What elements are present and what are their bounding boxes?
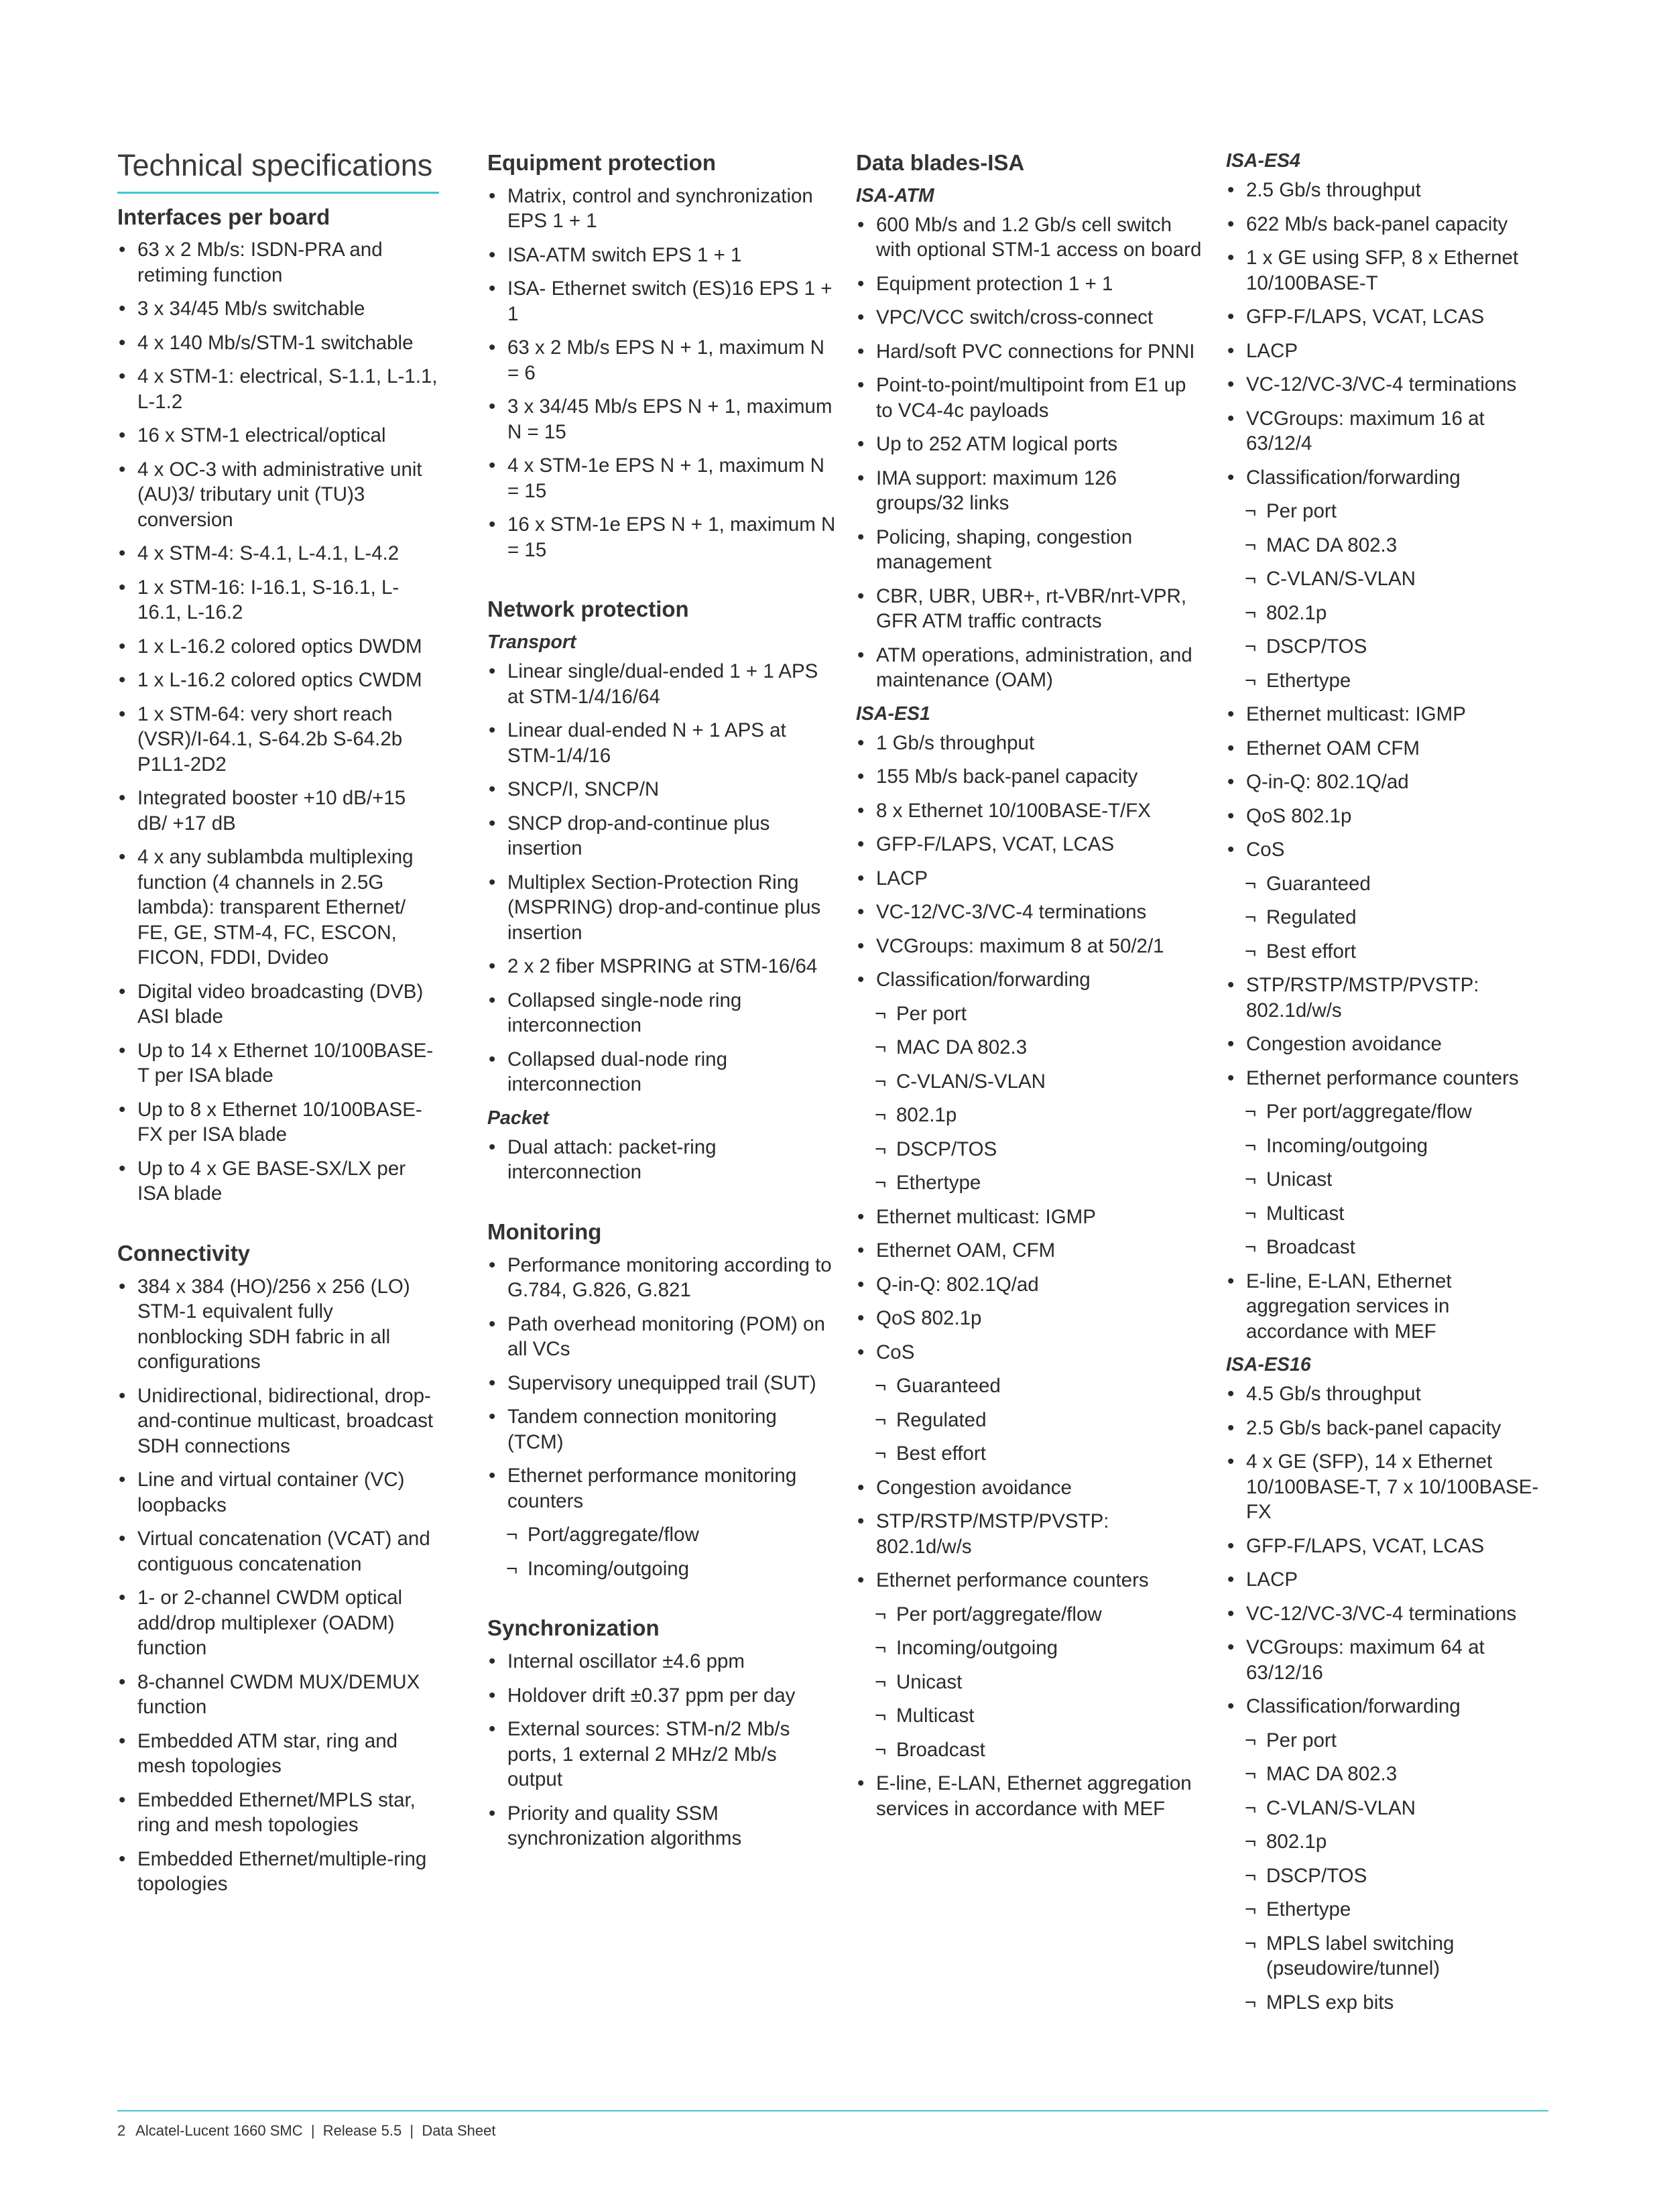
list-item: • Integrated booster +10 dB/+15 dB/ +17 dB	[117, 786, 439, 836]
sub-list-item: ¬ Broadcast	[1226, 1235, 1548, 1260]
list-item: • E-line, E-LAN, Ethernet aggregation services in accordance with MEF	[856, 1771, 1205, 1821]
synchronization-list	[487, 1649, 836, 1851]
list-item: • 1 Gb/s throughput	[856, 731, 1205, 756]
sub-list-item: ¬ Unicast	[1226, 1167, 1548, 1192]
list-item: • 622 Mb/s back-panel capacity	[1226, 212, 1548, 237]
list-item: • VCGroups: maximum 16 at 63/12/4	[1226, 406, 1548, 456]
sub-list-item: ¬ Incoming/outgoing	[487, 1556, 836, 1582]
network-protection-heading: Network protection	[487, 597, 689, 622]
list-item: • Point-to-point/multipoint from E1 up to VC4-4c payloads	[856, 373, 1205, 423]
list-item: • Q-in-Q: 802.1Q/ad	[1226, 770, 1548, 795]
list-item: • LACP	[1226, 339, 1548, 364]
list-item: • SNCP/I, SNCP/N	[487, 777, 836, 802]
page-title: Technical specifications	[117, 149, 439, 194]
list-item: • CoS	[1226, 837, 1548, 863]
sub-list-item: ¬ MAC DA 802.3	[1226, 1762, 1548, 1787]
isa-es4-counters-list	[1226, 1099, 1548, 1260]
list-item: • Linear single/dual-ended 1 + 1 APS at STM-1/4/16/64	[487, 659, 836, 709]
sub-list-item: ¬ Best effort	[856, 1441, 1205, 1467]
isa-es1-list-3	[856, 1475, 1205, 1593]
list-item: • Ethernet performance counters	[856, 1568, 1205, 1593]
list-item: • 2 x 2 fiber MSPRING at STM-16/64	[487, 954, 836, 979]
list-item: • GFP-F/LAPS, VCAT, LCAS	[1226, 1534, 1548, 1559]
column-3	[856, 149, 1205, 1830]
sub-list-item: ¬ Multicast	[1226, 1201, 1548, 1227]
list-item: • 1- or 2-channel CWDM optical add/drop multiplexer (OADM) function	[117, 1585, 439, 1661]
isa-es1-classification-list	[856, 1001, 1205, 1196]
list-item: • Embedded Ethernet/MPLS star, ring and mesh topologies	[117, 1788, 439, 1838]
sub-list-item: ¬ MPLS exp bits	[1226, 1990, 1548, 2016]
list-item: • VCGroups: maximum 8 at 50/2/1	[856, 934, 1205, 959]
list-item: • VC-12/VC-3/VC-4 terminations	[1226, 1601, 1548, 1627]
isa-es4-classification-list	[1226, 499, 1548, 693]
isa-es1-last-list	[856, 1771, 1205, 1821]
list-item: • Performance monitoring according to G.784, G.826, G.821	[487, 1253, 836, 1303]
list-item: • Matrix, control and synchronization EPS 1 + 1	[487, 184, 836, 234]
column-4	[1226, 149, 1548, 2024]
list-item: • 4 x STM-4: S-4.1, L-4.1, L-4.2	[117, 541, 439, 566]
equipment-protection-list	[487, 184, 836, 563]
footer	[117, 2122, 502, 2140]
list-item: • Tandem connection monitoring (TCM)	[487, 1404, 836, 1455]
list-item: • 16 x STM-1e EPS N + 1, maximum N = 15	[487, 512, 836, 562]
list-item: • Supervisory unequipped trail (SUT)	[487, 1371, 836, 1396]
interfaces-list	[117, 237, 439, 1207]
list-item: • Policing, shaping, congestion management	[856, 525, 1205, 575]
sub-list-item: ¬ Ethertype	[856, 1170, 1205, 1196]
list-item: • 1 x STM-64: very short reach (VSR)/I-64.1, S-64.2b S-64.2b P1L1-2D2	[117, 702, 439, 778]
list-item: • Internal oscillator ±4.6 ppm	[487, 1649, 836, 1674]
list-item: • VCGroups: maximum 64 at 63/12/16	[1226, 1635, 1548, 1685]
list-item: • VC-12/VC-3/VC-4 terminations	[1226, 372, 1548, 397]
sub-list-item: ¬ MPLS label switching (pseudowire/tunnel)	[1226, 1931, 1548, 1981]
equipment-protection-heading: Equipment protection	[487, 150, 716, 175]
list-item: • 4.5 Gb/s throughput	[1226, 1381, 1548, 1407]
list-item: • Ethernet multicast: IGMP	[856, 1205, 1205, 1230]
list-item: • GFP-F/LAPS, VCAT, LCAS	[856, 832, 1205, 857]
list-item: • Holdover drift ±0.37 ppm per day	[487, 1683, 836, 1709]
list-item: • GFP-F/LAPS, VCAT, LCAS	[1226, 304, 1548, 330]
monitoring-heading: Monitoring	[487, 1219, 602, 1244]
list-item: • 4 x OC-3 with administrative unit (AU)3/ tributary unit (TU)3 conversion	[117, 457, 439, 533]
list-item: • E-line, E-LAN, Ethernet aggregation services in accordance with MEF	[1226, 1269, 1548, 1345]
list-item: • SNCP drop-and-continue plus insertion	[487, 811, 836, 861]
list-item: • Up to 4 x GE BASE-SX/LX per ISA blade	[117, 1156, 439, 1207]
isa-atm-list	[856, 212, 1205, 693]
interfaces-heading: Interfaces per board	[117, 204, 330, 229]
list-item: • 8 x Ethernet 10/100BASE-T/FX	[856, 798, 1205, 824]
list-item: • 16 x STM-1 electrical/optical	[117, 423, 439, 448]
connectivity-list	[117, 1274, 439, 1897]
list-item: • Ethernet OAM CFM	[1226, 736, 1548, 761]
column-2	[487, 149, 836, 1860]
list-item: • 155 Mb/s back-panel capacity	[856, 764, 1205, 790]
list-item: • Ethernet performance monitoring counters	[487, 1463, 836, 1514]
sub-list-item: ¬ 802.1p	[1226, 601, 1548, 626]
list-item: • Path overhead monitoring (POM) on all VCs	[487, 1312, 836, 1362]
list-item: • ISA-ATM switch EPS 1 + 1	[487, 243, 836, 268]
page-number: 2	[117, 2122, 126, 2139]
synchronization-heading: Synchronization	[487, 1615, 660, 1641]
list-item: • Collapsed dual-node ring interconnection	[487, 1047, 836, 1097]
isa-es1-heading: ISA-ES1	[856, 702, 930, 725]
list-item: • Digital video broadcasting (DVB) ASI blade	[117, 979, 439, 1030]
sub-list-item: ¬ Unicast	[856, 1670, 1205, 1695]
list-item: • Classification/forwarding	[1226, 1694, 1548, 1719]
sub-list-item: ¬ Ethertype	[1226, 1897, 1548, 1922]
list-item: • 1 x STM-16: I-16.1, S-16.1, L-16.1, L-16.2	[117, 575, 439, 625]
footer-text: Alcatel-Lucent 1660 SMC | Release 5.5 | Data Sheet	[135, 2122, 496, 2139]
list-item: • CoS	[856, 1340, 1205, 1365]
sub-list-item: ¬ Guaranteed	[1226, 871, 1548, 897]
sub-list-item: ¬ Per port	[856, 1001, 1205, 1027]
isa-es16-heading: ISA-ES16	[1226, 1354, 1311, 1376]
list-item: • Multiplex Section-Protection Ring (MSPRING) drop-and-continue plus insertion	[487, 870, 836, 946]
list-item: • STP/RSTP/MSTP/PVSTP: 802.1d/w/s	[1226, 973, 1548, 1023]
list-item: • Ethernet performance counters	[1226, 1066, 1548, 1091]
list-item: • CBR, UBR, UBR+, rt-VBR/nrt-VPR, GFR ATM traffic contracts	[856, 584, 1205, 634]
list-item: • Embedded Ethernet/multiple-ring topologies	[117, 1847, 439, 1897]
isa-es1-cos-list	[856, 1373, 1205, 1467]
sub-list-item: ¬ MAC DA 802.3	[1226, 533, 1548, 558]
list-item: • 384 x 384 (HO)/256 x 256 (LO) STM-1 equivalent fully nonblocking SDH fabric in all configurations	[117, 1274, 439, 1375]
sub-list-item: ¬ DSCP/TOS	[1226, 634, 1548, 660]
list-item: • Unidirectional, bidirectional, drop-and-continue multicast, broadcast SDH connections	[117, 1384, 439, 1459]
list-item: • VC-12/VC-3/VC-4 terminations	[856, 900, 1205, 925]
list-item: • Linear dual-ended N + 1 APS at STM-1/4/16	[487, 718, 836, 768]
sub-list-item: ¬ Per port/aggregate/flow	[1226, 1099, 1548, 1125]
isa-es1-list-2	[856, 1205, 1205, 1365]
sub-list-item: ¬ Per port/aggregate/flow	[856, 1602, 1205, 1627]
list-item: • Collapsed single-node ring interconnection	[487, 988, 836, 1038]
list-item: • LACP	[856, 866, 1205, 892]
sub-list-item: ¬ 802.1p	[1226, 1829, 1548, 1855]
list-item: • 2.5 Gb/s back-panel capacity	[1226, 1416, 1548, 1441]
isa-es16-list	[1226, 1381, 1548, 1719]
data-blades-heading: Data blades-ISA	[856, 150, 1025, 175]
isa-atm-heading: ISA-ATM	[856, 184, 934, 206]
list-item: • 4 x STM-1: electrical, S-1.1, L-1.1, L-1.2	[117, 364, 439, 414]
list-item: • Congestion avoidance	[856, 1475, 1205, 1501]
packet-list	[487, 1135, 836, 1185]
footer-divider	[117, 2110, 1548, 2111]
isa-es4-list	[1226, 178, 1548, 490]
list-item: • 4 x 140 Mb/s/STM-1 switchable	[117, 330, 439, 356]
list-item: • Line and virtual container (VC) loopbacks	[117, 1467, 439, 1518]
list-item: • Embedded ATM star, ring and mesh topologies	[117, 1729, 439, 1779]
sub-list-item: ¬ Guaranteed	[856, 1373, 1205, 1399]
list-item: • 2.5 Gb/s throughput	[1226, 178, 1548, 203]
list-item: • Ethernet multicast: IGMP	[1226, 702, 1548, 727]
list-item: • Q-in-Q: 802.1Q/ad	[856, 1272, 1205, 1298]
sub-list-item: ¬ Port/aggregate/flow	[487, 1522, 836, 1548]
sub-list-item: ¬ Incoming/outgoing	[856, 1636, 1205, 1661]
list-item: • 4 x GE (SFP), 14 x Ethernet 10/100BASE-T, 7 x 10/100BASE-FX	[1226, 1449, 1548, 1525]
isa-es4-heading: ISA-ES4	[1226, 150, 1300, 172]
connectivity-heading: Connectivity	[117, 1240, 251, 1266]
list-item: • Equipment protection 1 + 1	[856, 271, 1205, 297]
list-item: • Congestion avoidance	[1226, 1032, 1548, 1057]
column-1	[117, 149, 439, 1906]
sub-list-item: ¬ Per port	[1226, 1728, 1548, 1754]
sub-list-item: ¬ 802.1p	[856, 1103, 1205, 1128]
list-item: • ISA- Ethernet switch (ES)16 EPS 1 + 1	[487, 276, 836, 326]
list-item: • 1 x GE using SFP, 8 x Ethernet 10/100BASE-T	[1226, 245, 1548, 296]
list-item: • 63 x 2 Mb/s: ISDN-PRA and retiming function	[117, 237, 439, 288]
list-item: • 63 x 2 Mb/s EPS N + 1, maximum N = 6	[487, 335, 836, 385]
sub-list-item: ¬ Regulated	[856, 1408, 1205, 1433]
list-item: • LACP	[1226, 1567, 1548, 1593]
isa-es4-list-2	[1226, 702, 1548, 863]
sub-list-item: ¬ C-VLAN/S-VLAN	[856, 1069, 1205, 1095]
list-item: • External sources: STM-n/2 Mb/s ports, 1 external 2 MHz/2 Mb/s output	[487, 1717, 836, 1792]
sub-list-item: ¬ MAC DA 802.3	[856, 1035, 1205, 1060]
sub-list-item: ¬ C-VLAN/S-VLAN	[1226, 1796, 1548, 1821]
isa-es1-counters-list	[856, 1602, 1205, 1763]
transport-heading: Transport	[487, 631, 576, 654]
isa-es4-list-3	[1226, 973, 1548, 1091]
isa-es16-classification-list	[1226, 1728, 1548, 2016]
sub-list-item: ¬ Ethertype	[1226, 668, 1548, 694]
sub-list-item: ¬ Per port	[1226, 499, 1548, 524]
sub-list-item: ¬ Broadcast	[856, 1737, 1205, 1763]
isa-es4-cos-list	[1226, 871, 1548, 965]
list-item: • 600 Mb/s and 1.2 Gb/s cell switch with optional STM-1 access on board	[856, 212, 1205, 263]
list-item: • QoS 802.1p	[856, 1306, 1205, 1331]
list-item: • 3 x 34/45 Mb/s switchable	[117, 296, 439, 322]
list-item: • Ethernet OAM, CFM	[856, 1238, 1205, 1264]
sub-list-item: ¬ Regulated	[1226, 905, 1548, 930]
list-item: • STP/RSTP/MSTP/PVSTP: 802.1d/w/s	[856, 1509, 1205, 1559]
isa-es4-last-list	[1226, 1269, 1548, 1345]
list-item: • 1 x L-16.2 colored optics DWDM	[117, 634, 439, 660]
list-item: • Classification/forwarding	[1226, 465, 1548, 491]
sub-list-item: ¬ Multicast	[856, 1703, 1205, 1729]
monitoring-list	[487, 1253, 836, 1514]
list-item: • IMA support: maximum 126 groups/32 links	[856, 466, 1205, 516]
list-item: • 1 x L-16.2 colored optics CWDM	[117, 668, 439, 693]
transport-list	[487, 659, 836, 1097]
list-item: • 4 x STM-1e EPS N + 1, maximum N = 15	[487, 453, 836, 503]
list-item: • 3 x 34/45 Mb/s EPS N + 1, maximum N = 15	[487, 394, 836, 444]
isa-es1-list	[856, 731, 1205, 993]
list-item: • Virtual concatenation (VCAT) and contiguous concatenation	[117, 1526, 439, 1577]
list-item: • Priority and quality SSM synchronization algorithms	[487, 1801, 836, 1851]
sub-list-item: ¬ C-VLAN/S-VLAN	[1226, 566, 1548, 592]
list-item: • Classification/forwarding	[856, 967, 1205, 993]
packet-heading: Packet	[487, 1107, 549, 1129]
list-item: • ATM operations, administration, and maintenance (OAM)	[856, 643, 1205, 693]
list-item: • Hard/soft PVC connections for PNNI	[856, 339, 1205, 365]
list-item: • Up to 8 x Ethernet 10/100BASE-FX per ISA blade	[117, 1097, 439, 1148]
list-item: • 8-channel CWDM MUX/DEMUX function	[117, 1670, 439, 1720]
list-item: • Up to 14 x Ethernet 10/100BASE-T per ISA blade	[117, 1038, 439, 1089]
sub-list-item: ¬ Incoming/outgoing	[1226, 1133, 1548, 1159]
list-item: • QoS 802.1p	[1226, 804, 1548, 829]
sub-list-item: ¬ DSCP/TOS	[856, 1137, 1205, 1162]
sub-list-item: ¬ DSCP/TOS	[1226, 1863, 1548, 1889]
list-item: • VPC/VCC switch/cross-connect	[856, 305, 1205, 330]
list-item: • 4 x any sublambda multiplexing function (4 channels in 2.5G lambda): transparent Ethernet/ FE, GE, STM-4, FC, ESCON, FICON, FDDI, Dvideo	[117, 845, 439, 971]
sub-list-item: ¬ Best effort	[1226, 939, 1548, 965]
list-item: • Dual attach: packet-ring interconnection	[487, 1135, 836, 1185]
monitoring-sub-list	[487, 1522, 836, 1581]
list-item: • Up to 252 ATM logical ports	[856, 432, 1205, 457]
